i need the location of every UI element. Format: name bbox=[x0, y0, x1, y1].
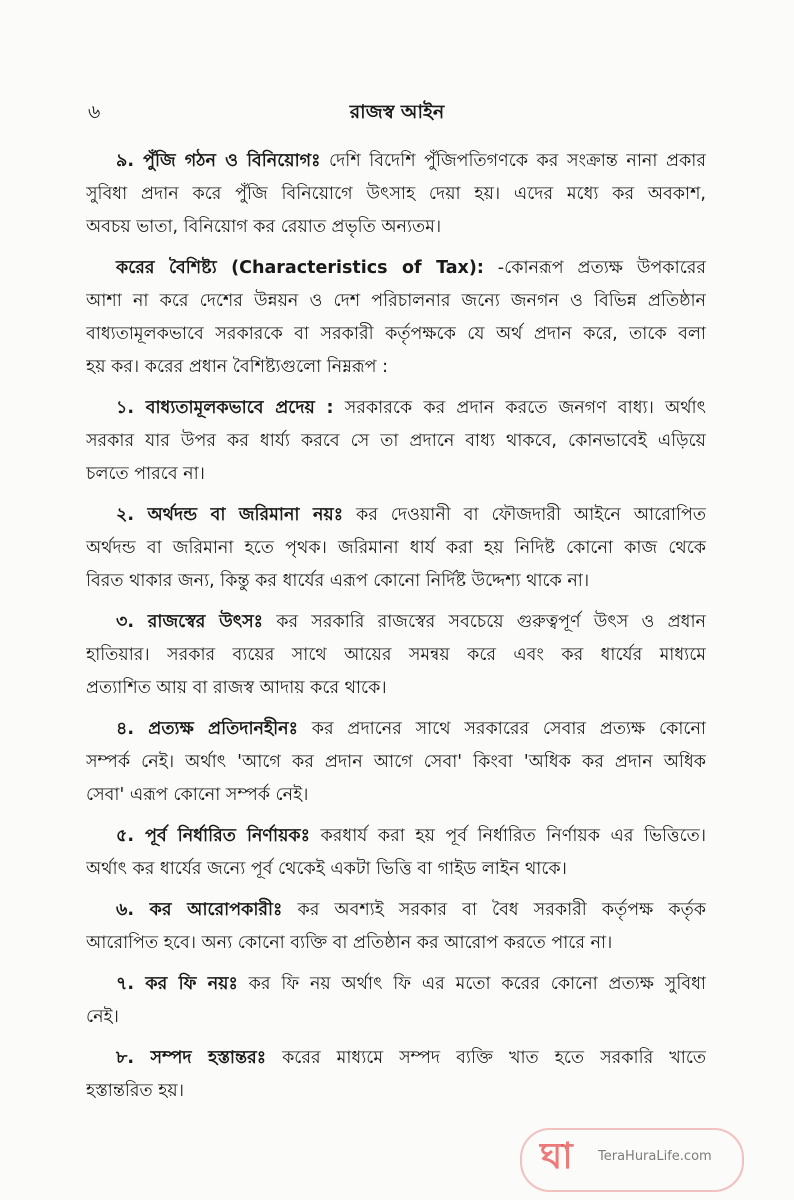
line-text: -কোনরূপ প্রত্যক্ষ উপকারের bbox=[497, 258, 706, 278]
page-header bbox=[88, 98, 706, 128]
line-text: অবচয় ভাতা, বিনিয়োগ কর রেয়াত প্রভৃতি অন্যতম। bbox=[86, 217, 442, 237]
line-text: করধার্য করা হয় পূর্ব নির্ধারিত নির্ণায়ক এর ভিত্তিতে। bbox=[320, 826, 706, 846]
paragraph-heading: ৯. পুঁজি গঠন ও বিনিয়োগঃ bbox=[116, 151, 321, 171]
paragraph-heading: করের বৈশিষ্ট্য (Characteristics of Tax): bbox=[116, 258, 484, 278]
paragraph-heading: ৩. রাজস্বের উৎসঃ bbox=[116, 612, 264, 632]
paragraph-heading: ৭. কর ফি নয়ঃ bbox=[116, 974, 238, 994]
line-text: সরকারকে কর প্রদান করতে জনগণ বাধ্য। অর্থাৎ bbox=[344, 398, 706, 418]
text-line bbox=[86, 425, 706, 458]
running-title: রাজস্ব আইন bbox=[349, 101, 445, 123]
paragraph bbox=[86, 820, 706, 886]
line-text: কর ফি নয় অর্থাৎ ফি এর মতো করের কোনো প্রত্যক্ষ সুবিধা bbox=[248, 974, 706, 994]
paragraph bbox=[86, 894, 706, 960]
text-line bbox=[86, 820, 706, 853]
text-line bbox=[86, 894, 706, 927]
text-line bbox=[86, 746, 706, 779]
line-text: সেবা' এরূপ কোনো সম্পর্ক নেই। bbox=[86, 785, 309, 805]
paragraph-heading: ২. অর্থদন্ড বা জরিমানা নয়ঃ bbox=[116, 505, 344, 525]
paragraph bbox=[86, 392, 706, 491]
text-line bbox=[86, 968, 706, 1001]
line-text: কর প্রদানের সাথে সরকারের সেবার প্রত্যক্ষ কোনো bbox=[311, 719, 706, 739]
line-text: হয় কর। করের প্রধান বৈশিষ্ট্যগুলো নিম্নরূপ : bbox=[86, 357, 388, 377]
text-line bbox=[86, 565, 706, 598]
paragraph-heading: ১. বাধ্যতামূলকভাবে প্রদেয় : bbox=[116, 398, 334, 418]
line-text: সম্পর্ক নেই। অর্থাৎ 'আগে কর প্রদান আগে সেবা' কিংবা 'অধিক কর প্রদান অধিক bbox=[86, 752, 706, 772]
text-line bbox=[86, 458, 706, 491]
text-line bbox=[86, 1075, 706, 1108]
line-text: চলতে পারবে না। bbox=[86, 464, 205, 484]
text-line bbox=[86, 639, 706, 672]
text-line bbox=[86, 252, 706, 285]
text-line bbox=[86, 779, 706, 812]
page-body bbox=[86, 145, 706, 1116]
line-text: আরোপিত হবে। অন্য কোনো ব্যক্তি বা প্রতিষ্ঠান কর আরোপ করতে পারে না। bbox=[86, 933, 613, 953]
paragraph bbox=[86, 968, 706, 1034]
line-text: কর সরকারি রাজস্বের সবচেয়ে গুরুত্বপূর্ণ উৎস ও প্রধান bbox=[276, 612, 706, 632]
line-text: অর্থাৎ কর ধার্যের জন্যে পূর্ব থেকেই একটা ভিত্তি বা গাইড লাইন থাকে। bbox=[86, 859, 567, 879]
line-text: বাধ্যতামূলকভাবে সরকারকে বা সরকারী কর্তৃপক্ষকে যে অর্থ প্রদান করে, তাকে বলা bbox=[86, 324, 706, 344]
line-text: দেশি বিদেশি পুঁজিপতিগণকে কর সংক্রান্ত নানা প্রকার bbox=[329, 151, 706, 171]
watermark-logo: ঘা bbox=[540, 1136, 573, 1177]
page-number: ৬ bbox=[88, 101, 101, 123]
paragraph bbox=[86, 1042, 706, 1108]
text-line bbox=[86, 1042, 706, 1075]
line-text: হস্তান্তরিত হয়। bbox=[86, 1081, 185, 1101]
text-line bbox=[86, 318, 706, 351]
paragraph-heading: ৪. প্রত্যক্ষ প্রতিদানহীনঃ bbox=[116, 719, 298, 739]
text-line bbox=[86, 606, 706, 639]
paragraph bbox=[86, 606, 706, 705]
paragraph bbox=[86, 713, 706, 812]
line-text: বিরত থাকার জন্য, কিন্তু কর ধার্যের এরূপ কোনো নির্দিষ্ট উদ্দেশ্য থাকে না। bbox=[86, 571, 590, 591]
line-text: অর্থদন্ড বা জরিমানা হতে পৃথক। জরিমানা ধার্য করা হয় নিদিষ্ট কোনো কাজ থেকে bbox=[86, 538, 706, 558]
paragraph bbox=[86, 145, 706, 244]
line-text: হাতিয়ার। সরকার ব্যয়ের সাথে আয়ের সমন্বয় করে এবং কর ধার্যের মাধ্যমে bbox=[86, 645, 706, 665]
paragraph-heading: ৮. সম্পদ হস্তান্তরঃ bbox=[116, 1048, 267, 1068]
text-line bbox=[86, 853, 706, 886]
line-text: করের মাধ্যমে সম্পদ ব্যক্তি খাত হতে সরকারি খাতে bbox=[282, 1048, 706, 1068]
watermark-text: TeraHuraLife.com bbox=[598, 1149, 712, 1164]
text-line bbox=[86, 211, 706, 244]
text-line bbox=[86, 499, 706, 532]
text-line bbox=[86, 145, 706, 178]
paragraph bbox=[86, 499, 706, 598]
line-text: সুবিধা প্রদান করে পুঁজি বিনিয়োগে উৎসাহ দেয়া হয়। এদের মধ্যে কর অবকাশ, bbox=[86, 184, 706, 204]
text-line bbox=[86, 672, 706, 705]
text-line bbox=[86, 713, 706, 746]
paragraph-heading: ৫. পূর্ব নির্ধারিত নির্ণায়কঃ bbox=[116, 826, 310, 846]
line-text: আশা না করে দেশের উন্নয়ন ও দেশ পরিচালনার জন্যে জনগন ও বিভিন্ন প্রতিষ্ঠান bbox=[86, 291, 706, 311]
text-line bbox=[86, 351, 706, 384]
line-text: নেই। bbox=[86, 1007, 119, 1027]
paragraph-heading: ৬. কর আরোপকারীঃ bbox=[116, 900, 283, 920]
text-line bbox=[86, 392, 706, 425]
line-text: প্রত্যাশিত আয় বা রাজস্ব আদায় করে থাকে। bbox=[86, 678, 387, 698]
line-text: কর অবশ্যই সরকার বা বৈধ সরকারী কর্তৃপক্ষ কর্তৃক bbox=[297, 900, 706, 920]
line-text: সরকার যার উপর কর ধার্য্য করবে সে তা প্রদানে বাধ্য থাকবে, কোনভাবেই এড়িয়ে bbox=[86, 431, 706, 451]
text-line bbox=[86, 285, 706, 318]
text-line bbox=[86, 532, 706, 565]
text-line bbox=[86, 927, 706, 960]
text-line bbox=[86, 1001, 706, 1034]
paragraph bbox=[86, 252, 706, 384]
text-line bbox=[86, 178, 706, 211]
line-text: কর দেওয়ানী বা ফৌজদারী আইনে আরোপিত bbox=[355, 505, 706, 525]
